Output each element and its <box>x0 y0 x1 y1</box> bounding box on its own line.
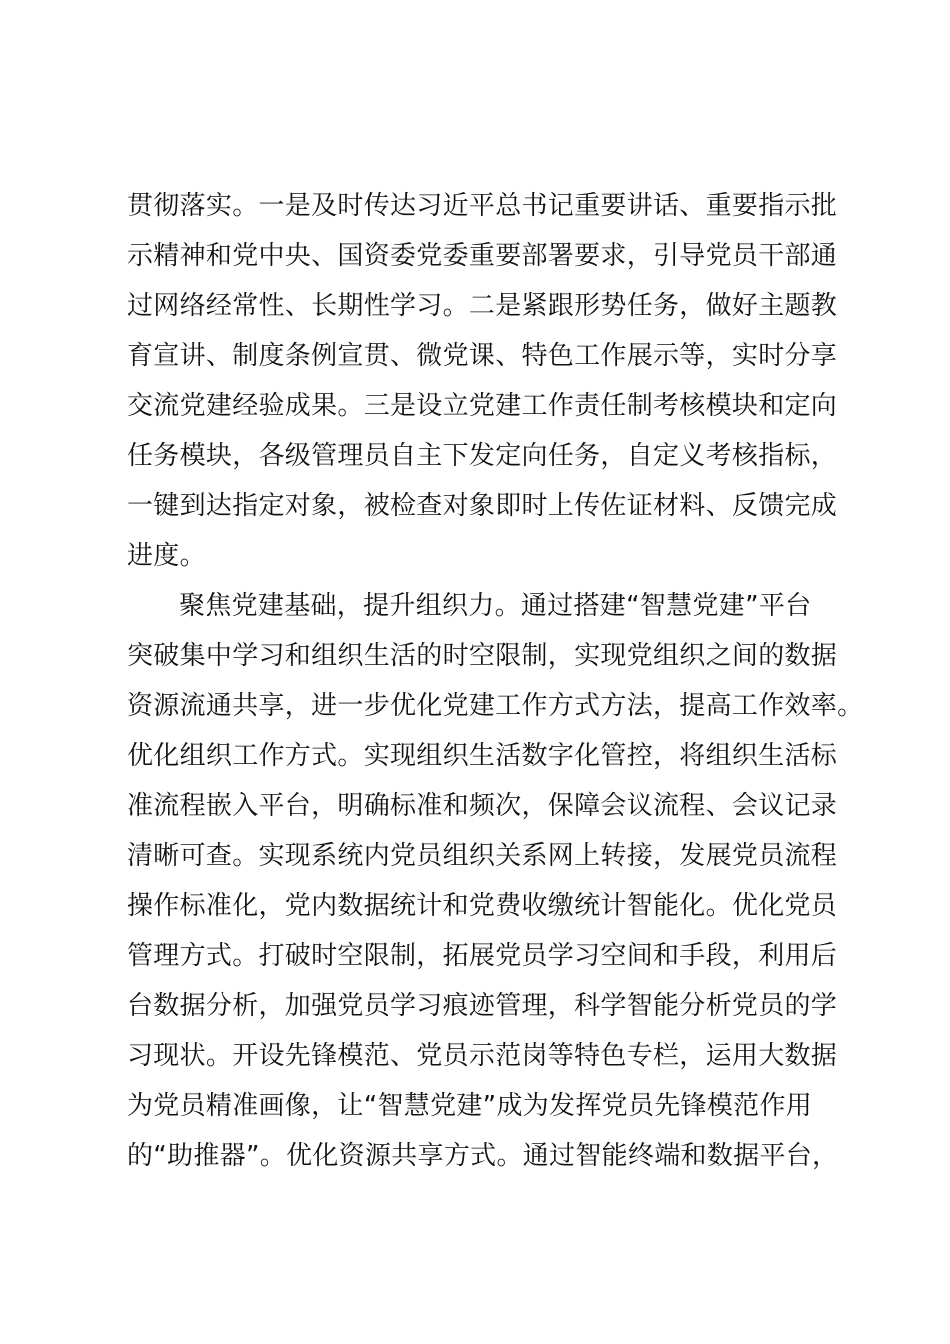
text-line: 任务模块，各级管理员自主下发定向任务，自定义考核指标， <box>127 441 838 471</box>
text-line: 资源流通共享，进一步优化党建工作方式方法，提高工作效率。 <box>127 691 864 721</box>
text-line: 突破集中学习和组织生活的时空限制，实现党组织之间的数据 <box>127 641 838 671</box>
text-line: 交流党建经验成果。三是设立党建工作责任制考核模块和定向 <box>127 391 838 421</box>
text-line: 习现状。开设先锋模范、党员示范岗等特色专栏，运用大数据 <box>127 1041 838 1071</box>
text-line: 清晰可查。实现系统内党员组织关系网上转接，发展党员流程 <box>127 841 838 871</box>
text-line: 台数据分析，加强党员学习痕迹管理，科学智能分析党员的学 <box>127 991 838 1021</box>
text-line: 进度。 <box>127 541 206 571</box>
text-line: 为党员精准画像，让“智慧党建”成为发挥党员先锋模范作用 <box>127 1091 813 1121</box>
text-line: 一键到达指定对象，被检查对象即时上传佐证材料、反馈完成 <box>127 491 838 521</box>
text-line: 过网络经常性、长期性学习。二是紧跟形势任务，做好主题教 <box>127 291 838 321</box>
paragraph-first-line: 聚焦党建基础，提升组织力。通过搭建“智慧党建”平台 <box>179 591 812 621</box>
text-line: 育宣讲、制度条例宣贯、微党课、特色工作展示等，实时分享 <box>127 341 838 371</box>
text-line: 操作标准化，党内数据统计和党费收缴统计智能化。优化党员 <box>127 891 838 921</box>
text-line: 示精神和党中央、国资委党委重要部署要求，引导党员干部通 <box>127 241 838 271</box>
text-line: 的“助推器”。优化资源共享方式。通过智能终端和数据平台， <box>127 1141 839 1171</box>
text-line: 贯彻落实。一是及时传达习近平总书记重要讲话、重要指示批 <box>127 191 838 221</box>
text-line: 准流程嵌入平台，明确标准和频次，保障会议流程、会议记录 <box>127 791 838 821</box>
text-line: 管理方式。打破时空限制，拓展党员学习空间和手段，利用后 <box>127 941 838 971</box>
text-line: 优化组织工作方式。实现组织生活数字化管控，将组织生活标 <box>127 741 838 771</box>
